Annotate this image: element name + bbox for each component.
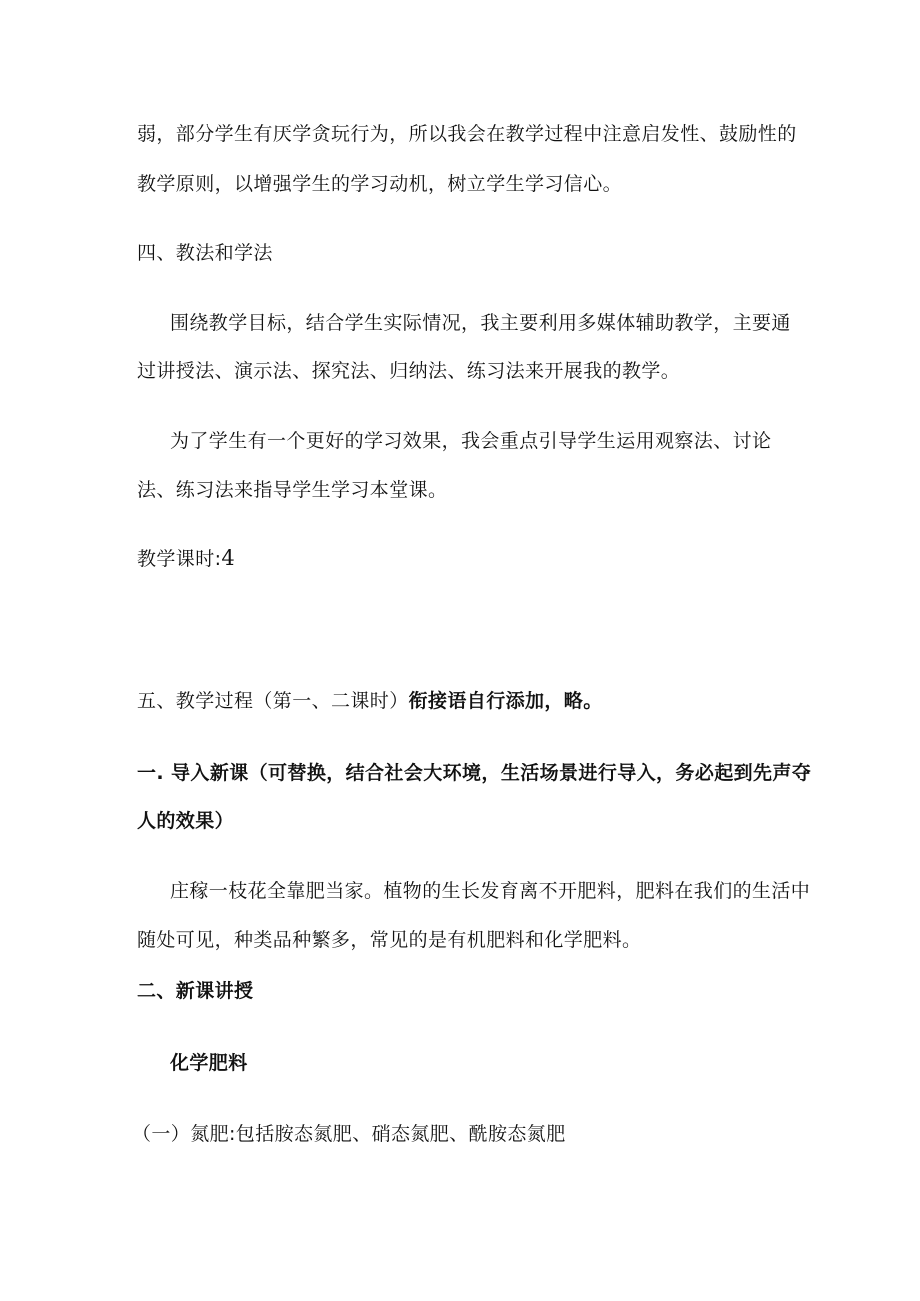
paragraph-line: 庄稼一枝花全靠肥当家。植物的生长发育离不开肥料，肥料在我们的生活中 — [170, 880, 811, 902]
section-heading-note: 衔接语自行添加，略。 — [408, 690, 603, 712]
section-heading-teaching-process — [137, 689, 603, 713]
list-item-nitrogen-fertilizer: （一）氮肥:包括胺态氮肥、硝态氮肥、酰胺态氮肥 — [132, 1123, 566, 1145]
part-heading-new-lesson: 二、新课讲授 — [137, 980, 254, 1002]
teaching-hours-label: 教学课时: — [137, 548, 222, 570]
paragraph-line: 法、练习法来指导学生学习本堂课。 — [137, 479, 448, 501]
teaching-hours-value: 4 — [221, 546, 236, 570]
subheading-chemical-fertilizer: 化学肥料 — [170, 1052, 248, 1074]
part-heading-introduction: 一. 导入新课（可替换，结合社会大环境，生活场景进行导入，务必起到先声夺 — [137, 762, 812, 784]
section-heading-text: 五、教学过程（第一、二课时） — [137, 690, 409, 712]
paragraph-line: 为了学生有一个更好的学习效果，我会重点引导学生运用观察法、讨论 — [170, 430, 772, 452]
paragraph-line: 过讲授法、演示法、探究法、归纳法、练习法来开展我的教学。 — [137, 360, 681, 382]
part-heading-introduction-cont: 人的效果） — [137, 810, 235, 832]
paragraph-line: 弱，部分学生有厌学贪玩行为，所以我会在教学过程中注意启发性、鼓励性的 — [137, 123, 797, 145]
teaching-hours — [137, 546, 235, 571]
paragraph-line: 围绕教学目标，结合学生实际情况，我主要利用多媒体辅助教学，主要通 — [170, 312, 791, 334]
paragraph-line: 随处可见，种类品种繁多，常见的是有机肥料和化学肥料。 — [137, 929, 642, 951]
paragraph-line: 教学原则，以增强学生的学习动机，树立学生学习信心。 — [137, 173, 623, 195]
section-heading-teaching-methods: 四、教法和学法 — [137, 242, 273, 264]
